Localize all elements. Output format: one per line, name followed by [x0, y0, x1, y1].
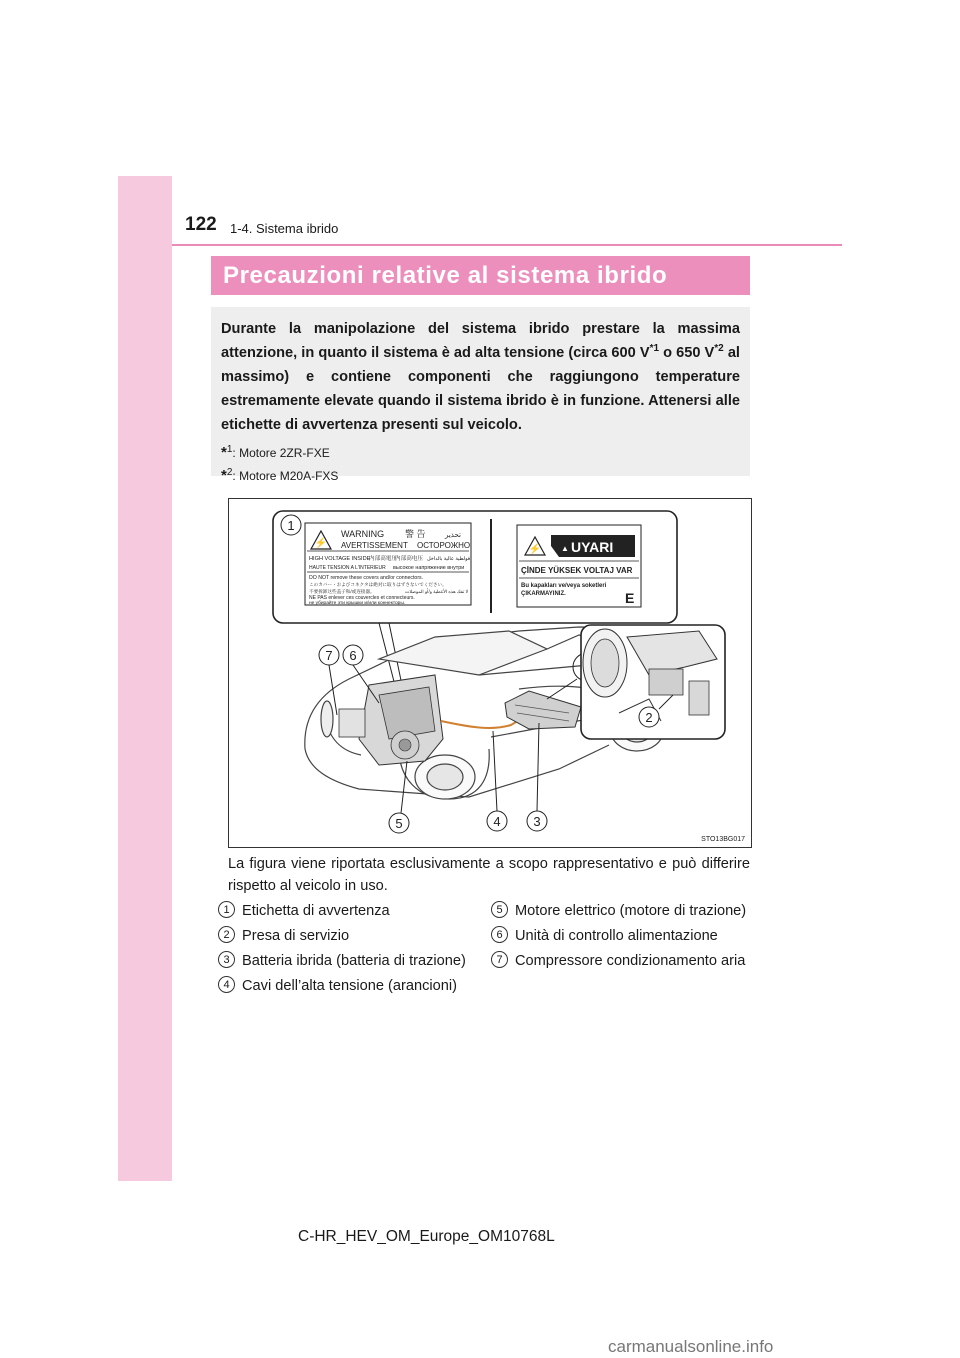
section-title: Precauzioni relative al sistema ibrido [211, 256, 750, 295]
legend-item [218, 900, 478, 922]
label-ru-line: не убирайте эти крышки и/или коннекторы. [309, 601, 406, 606]
legend-text: Cavi dell’alta tensione (arancioni) [242, 978, 457, 994]
label-avert: AVERTISSEMENT [341, 541, 408, 550]
label-letter: E [625, 590, 635, 606]
callout-4 [487, 731, 507, 831]
legend-item [218, 925, 478, 947]
ac-compressor-shape [339, 709, 365, 737]
hybrid-battery-illustration [505, 691, 581, 729]
figure-code: STO13BG017 [701, 836, 745, 843]
label-hv-ar: فولطية عالية بالداخل [427, 556, 471, 562]
legend-text: Compressore condizionamento aria [515, 953, 746, 969]
figure-illustration [229, 499, 751, 847]
info-text-part: o 650 V [659, 345, 715, 361]
callout-number: 7 [325, 648, 333, 663]
label-warning: WARNING [341, 529, 385, 539]
legend-number: 7 [491, 951, 508, 968]
legend-number: 3 [218, 951, 235, 968]
section-label: 1-4. Sistema ibrido [230, 221, 339, 236]
callout-number: 2 [645, 710, 653, 725]
label-cn-line: 不要拆卸这些盖子和/或连接器。 [309, 589, 375, 594]
lightning-icon: ⚡ [528, 544, 542, 555]
warning-label-left [305, 523, 471, 606]
legend-left [218, 900, 478, 1000]
legend-text: Motore elettrico (motore di trazione) [515, 903, 747, 919]
legend-item [218, 950, 478, 972]
info-text [221, 317, 740, 437]
label-jp-line: このカバー・およびコネクタは絶対に取りはずさないでください。 [309, 582, 447, 587]
label-ru: ОСТОРОЖНО [417, 541, 471, 550]
label-tr-line2: Bu kapakları ve/veya soketleri [521, 583, 607, 589]
callout-number: 5 [395, 816, 403, 831]
label-hv: HIGH VOLTAGE INSIDE [309, 556, 371, 562]
label-ru2: высокое напряжение внутри [393, 565, 465, 571]
legend-text: Etichetta di avvertenza [242, 903, 390, 919]
legend-number: 2 [218, 926, 235, 943]
label-hv-cn: 内部高电压 [395, 556, 423, 562]
footnote-2 [221, 466, 740, 483]
document-code: C-HR_HEV_OM_Europe_OM10768L [298, 1228, 555, 1245]
header-rule [172, 244, 842, 246]
callout-number: 6 [349, 648, 357, 663]
footnote-ref-1: *1 [649, 343, 660, 355]
label-ar-line: لا تفك هذه الأغطية و/أو الموصلات [405, 589, 469, 594]
engine-illustration [339, 675, 531, 765]
footnote-star: * [221, 467, 227, 484]
info-text-part: al massimo) e contiene componenti che raggiungono temperature estremamente elevate quando il sistema ibrido è in funzione. Attenersi alle etichette di avvertenza presenti sul veicolo. [221, 345, 740, 433]
label-en-line: DO NOT remove these covers and/or connectors. [309, 575, 424, 581]
figure-caption: La figura viene riportata esclusivamente a scopo rappresentativo e può differire rispetto al veicolo in uso. [228, 856, 750, 894]
warning-label-right [517, 525, 641, 607]
legend-number: 5 [491, 901, 508, 918]
label-uyari: UYARI [571, 539, 614, 555]
lightning-icon: ⚡ [314, 538, 328, 549]
legend-item [491, 950, 751, 972]
label-warning-jp: 警 告 [405, 529, 426, 539]
hybrid-system-figure [228, 498, 752, 848]
footnote-star: * [221, 444, 227, 461]
footnote-mark: 1 [226, 444, 233, 455]
label-tr-line1: ÇİNDE YÜKSEK VOLTAJ VAR [521, 566, 633, 575]
legend-text: Batteria ibrida (batteria di trazione) [242, 953, 466, 969]
page-number: 122 [185, 214, 217, 235]
footnote-mark: 2 [226, 467, 233, 478]
legend-number: 4 [218, 976, 235, 993]
info-box [211, 307, 750, 484]
legend-number: 1 [218, 901, 235, 918]
callout-3 [527, 723, 547, 831]
callout-1 [281, 515, 301, 535]
warning-exclaim-icon: ▲ [561, 544, 569, 553]
footnote-ref-2: *2 [714, 343, 724, 355]
legend-text: Unità di controllo alimentazione [515, 928, 718, 944]
side-color-strip [118, 176, 172, 1181]
footnote-text: : Motore M20A-FXS [232, 469, 339, 483]
legend-right [491, 900, 751, 975]
watermark: carmanualsonline.info [608, 1337, 774, 1356]
label-hv-jp: 内部高電圧 [369, 556, 397, 562]
legend-item [491, 900, 751, 922]
callout-6 [343, 645, 379, 703]
label-warning-ar: تحذير [445, 532, 461, 539]
callout-5 [389, 761, 409, 833]
legend-item [491, 925, 751, 947]
label-fr-line: NE PAS enlever ces couvercles et connecteurs. [309, 595, 415, 601]
footnote-1 [221, 443, 740, 460]
legend-number: 6 [491, 926, 508, 943]
callout-number: 4 [493, 814, 501, 829]
legend-item [218, 975, 478, 997]
label-fr: HAUTE TENSION A L'INTERIEUR [309, 565, 386, 571]
footnote-text: : Motore 2ZR-FXE [232, 446, 330, 460]
info-text-part: Durante la manipolazione del sistema ibrido prestare la massima attenzione, in quanto il sistema è ad alta tensione (circa 600 V [221, 321, 740, 361]
callout-number: 1 [287, 518, 295, 533]
legend-text: Presa di servizio [242, 928, 350, 944]
label-tr-line3: ÇIKARMAYINIZ. [521, 591, 566, 597]
callout-number: 3 [533, 814, 541, 829]
